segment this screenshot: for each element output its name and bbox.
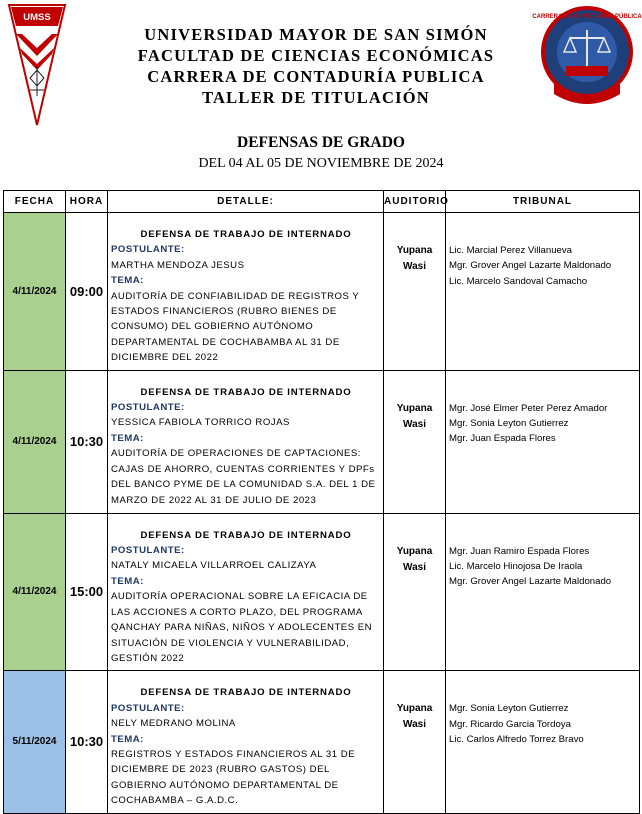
defense-type: DEFENSA DE TRABAJO DE INTERNADO xyxy=(140,529,352,541)
row-time: 10:30 xyxy=(66,671,108,813)
row-date: 4/11/2024 xyxy=(4,513,66,671)
auditorio-line2: Wasi xyxy=(403,418,426,430)
page-title: DEFENSAS DE GRADO xyxy=(237,134,405,151)
university-name: UNIVERSIDAD MAYOR DE SAN SIMÓN xyxy=(144,25,488,44)
postulante-name: NELY MEDRANO MOLINA xyxy=(111,718,236,730)
row-date: 4/11/2024 xyxy=(4,213,66,371)
auditorio-line2: Wasi xyxy=(403,561,426,573)
row-auditorio xyxy=(384,370,446,513)
row-auditorio xyxy=(384,671,446,813)
row-detail xyxy=(108,370,384,513)
col-hora: HORA xyxy=(66,191,108,213)
row-tribunal xyxy=(446,671,640,813)
row-tribunal xyxy=(446,213,640,371)
tema-label: TEMA: xyxy=(111,432,144,444)
tribunal-member: Mgr. Grover Angel Lazarte Maldonado xyxy=(449,576,612,588)
tema-label: TEMA: xyxy=(111,733,144,745)
col-detalle: DETALLE: xyxy=(108,191,384,213)
table-row xyxy=(4,213,640,371)
col-tribunal: TRIBUNAL xyxy=(446,191,640,213)
row-date: 4/11/2024 xyxy=(4,370,66,513)
tribunal-member: Mgr. Juan Ramiro Espada Flores xyxy=(449,545,590,557)
postulante-label: POSTULANTE: xyxy=(111,244,185,256)
auditorio-line1: Yupana xyxy=(396,703,433,715)
umss-logo-text: UMSS xyxy=(23,12,51,23)
workshop-name: TALLER DE TITULACIÓN xyxy=(202,88,430,107)
auditorio-line1: Yupana xyxy=(396,245,433,256)
tribunal-member: Mgr. Ricardo Garcia Tordoya xyxy=(449,718,571,730)
contaduria-logo xyxy=(532,2,642,112)
postulante-label: POSTULANTE: xyxy=(111,402,185,414)
tema-label: TEMA: xyxy=(111,575,144,587)
row-auditorio xyxy=(384,213,446,371)
col-fecha: FECHA xyxy=(4,191,66,213)
auditorio-line2: Wasi xyxy=(403,261,426,272)
table-row xyxy=(4,513,640,671)
contaduria-logo-text: CARRERA DE CONTADURÍA PÚBLICA xyxy=(532,14,642,20)
defense-type: DEFENSA DE TRABAJO DE INTERNADO xyxy=(140,687,352,699)
tema-text: AUDITORÍA DE OPERACIONES DE CAPTACIONES: CAJAS DE AHORRO, CUENTAS CORRIENTES Y DPFs DEL BANCO PYME DE LA COMUNIDAD S.A. DEL 1 DE MARZO DE 2022 AL 31 DE JULIO DE 2023 xyxy=(111,448,376,506)
tribunal-member: Mgr. Juan Espada Flores xyxy=(449,433,556,445)
row-detail xyxy=(108,513,384,671)
tribunal-member: Lic. Marcial Perez Villanueva xyxy=(449,245,572,256)
row-tribunal xyxy=(446,513,640,671)
umss-logo xyxy=(8,4,66,126)
row-tribunal xyxy=(446,370,640,513)
row-auditorio xyxy=(384,513,446,671)
tribunal-member: Lic. Marcelo Hinojosa De Iraola xyxy=(449,561,583,573)
row-time: 10:30 xyxy=(66,370,108,513)
auditorio-line2: Wasi xyxy=(403,719,426,731)
date-range: DEL 04 AL 05 DE NOVIEMBRE DE 2024 xyxy=(198,156,444,171)
tribunal-member: Mgr. Sonia Leyton Gutierrez xyxy=(449,418,569,430)
tema-text: REGISTROS Y ESTADOS FINANCIEROS AL 31 DE DICIEMBRE DE 2023 (RUBRO GASTOS) DEL GOBIERNO AUTÓNOMO DEPARTAMENTAL DE COCHABAMBA – G.A.D.C. xyxy=(111,748,356,807)
postulante-label: POSTULANTE: xyxy=(111,702,185,714)
tribunal-member: Lic. Marcelo Sandoval Camacho xyxy=(449,275,588,287)
row-detail xyxy=(108,213,384,371)
auditorio-line1: Yupana xyxy=(396,545,433,557)
table-row xyxy=(4,370,640,513)
auditorio-line1: Yupana xyxy=(396,402,433,414)
tribunal-member: Mgr. Grover Angel Lazarte Maldonado xyxy=(449,260,612,272)
row-detail xyxy=(108,671,384,813)
faculty-name: FACULTAD DE CIENCIAS ECONÓMICAS xyxy=(137,46,495,65)
table-header-row xyxy=(4,191,640,213)
tema-text: AUDITORÍA OPERACIONAL SOBRE LA EFICACIA DE LAS ACCIONES A CORTO PLAZO, DEL PROGRAMA QANCHAY PARA NIÑAS, NIÑOS Y ADOLECENTES EN SITUACIÓN DE VIOLENCIA Y VULNERABILIDAD, GESTIÓN 2022 xyxy=(111,591,373,664)
tribunal-member: Lic. Carlos Alfredo Torrez Bravo xyxy=(449,734,584,746)
career-name: CARRERA DE CONTADURÍA PUBLICA xyxy=(147,67,485,86)
col-auditorio: AUDITORIO xyxy=(384,191,446,213)
defense-schedule-table xyxy=(3,190,640,814)
row-date: 5/11/2024 xyxy=(4,671,66,813)
table-row xyxy=(4,671,640,813)
postulante-name: YESSICA FABIOLA TORRICO ROJAS xyxy=(111,417,290,429)
postulante-name: MARTHA MENDOZA JESUS xyxy=(111,259,245,271)
tema-label: TEMA: xyxy=(111,275,144,287)
postulante-name: NATALY MICAELA VILLARROEL CALIZAYA xyxy=(111,560,317,572)
postulante-label: POSTULANTE: xyxy=(111,545,185,557)
tema-text: AUDITORÍA DE CONFIABILIDAD DE REGISTROS Y ESTADOS FINANCIEROS (RUBRO BIENES DE CONSUMO) DEL GOBIERNO AUTÓNOMO DEPARTAMENTAL DE COCHABAMBA AL 31 DE DICIEMBRE DEL 2022 xyxy=(111,290,360,364)
tribunal-member: Mgr. Sonia Leyton Gutierrez xyxy=(449,703,569,715)
institution-header xyxy=(90,24,542,108)
row-time: 15:00 xyxy=(66,513,108,671)
row-time: 09:00 xyxy=(66,213,108,371)
defense-type: DEFENSA DE TRABAJO DE INTERNADO xyxy=(140,229,352,240)
tribunal-member: Mgr. José Elmer Peter Perez Amador xyxy=(449,402,608,414)
defense-type: DEFENSA DE TRABAJO DE INTERNADO xyxy=(140,386,352,398)
